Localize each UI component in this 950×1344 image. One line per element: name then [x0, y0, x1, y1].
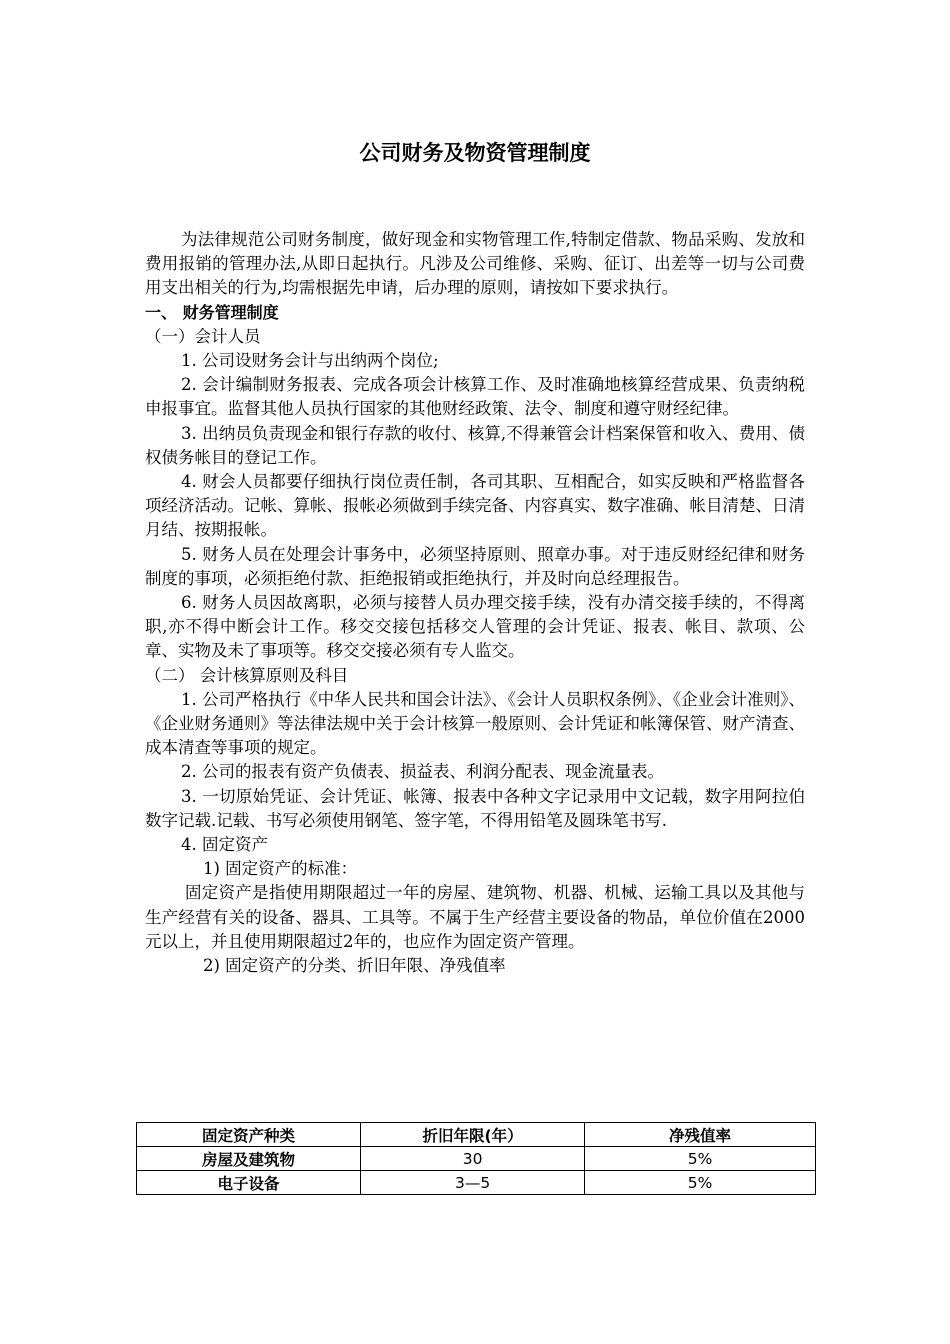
table-cell: 30 [361, 1147, 585, 1171]
list-item: 3. 出纳员负责现金和银行存款的收付、核算,不得兼管会计档案保管和收入、费用、债权债务帐目的登记工作。 [145, 423, 805, 467]
subsection-heading-accountants: （一）会计人员 [145, 326, 261, 346]
table-header-cell: 净残值率 [585, 1123, 816, 1147]
table-header-row [137, 1123, 816, 1147]
list-item: 3. 一切原始凭证、会计凭证、帐簿、报表中各种文字记录用中文记载，数字用阿拉伯数字记载.记载、书写必须使用钢笔、签字笔，不得用铅笔及圆珠笔书写. [145, 786, 805, 830]
list-item: 2. 公司的报表有资产负债表、损益表、利润分配表、现金流量表。 [181, 762, 664, 782]
fixed-assets-table [136, 1122, 816, 1195]
list-item: 4. 财会人员都要仔细执行岗位责任制，各司其职、互相配合，如实反映和严格监督各项经济活动。记帐、算帐、报帐必须做到手续完备、内容真实、数字准确、帐目清楚、日清月结、按期报帐。 [145, 472, 805, 540]
table-cell: 3—5 [361, 1171, 585, 1195]
list-item: 5. 财务人员在处理会计事务中，必须坚持原则、照章办事。对于违反财经纪律和财务制度的事项，必须拒绝付款、拒绝报销或拒绝执行，并及时向总经理报告。 [145, 544, 805, 588]
list-item: 6. 财务人员因故离职，必须与接替人员办理交接手续，没有办清交接手续的，不得离职,亦不得中断会计工作。移交交接包括移交人管理的会计凭证、报表、帐目、款项、公章、实物及未了事项等。移交交接必须有专人监交。 [145, 593, 805, 661]
list-item: 1. 公司设财务会计与出纳两个岗位; [181, 351, 439, 371]
document-title: 公司财务及物资管理制度 [359, 141, 591, 165]
list-item: 4. 固定资产 [181, 835, 268, 855]
subsection-heading-accounting-principles: （二） 会计核算原则及科目 [145, 665, 349, 685]
fixed-assets-standard-text: 固定资产是指使用期限超过一年的房屋、建筑物、机器、机械、运输工具以及其他与生产经营有关的设备、器具、工具等。不属于生产经营主要设备的物品，单位价值在2000元以上，并且使用期限超过2年的，也应作为固定资产管理。 [145, 883, 805, 951]
fixed-assets-class-heading: 2) 固定资产的分类、折旧年限、净残值率 [203, 956, 506, 976]
list-item: 2. 会计编制财务报表、完成各项会计核算工作、及时准确地核算经营成果、负责纳税申报事宜。监督其他人员执行国家的其他财经政策、法令、制度和遵守财经纪律。 [145, 375, 805, 419]
table-cell: 电子设备 [137, 1171, 361, 1195]
table-header-cell: 固定资产种类 [137, 1123, 361, 1147]
intro-paragraph: 为法律规范公司财务制度，做好现金和实物管理工作,特制定借款、物品采购、发放和费用报销的管理办法,从即日起执行。凡涉及公司维修、采购、征订、出差等一切与公司费用支出相关的行为,均需根据先申请，后办理的原则，请按如下要求执行。 [145, 230, 805, 298]
table-cell: 5% [585, 1147, 816, 1171]
list-item: 1. 公司严格执行《中华人民共和国会计法》、《会计人员职权条例》、《企业会计准则》、《企业财务通则》等法律法规中关于会计核算一般原则、会计凭证和帐簿保管、财产清查、成本清查等事项的规定。 [145, 689, 805, 758]
document-body [145, 228, 805, 978]
table-cell: 5% [585, 1171, 816, 1195]
section-heading-finance: 一、 财务管理制度 [145, 302, 279, 322]
table-row [137, 1171, 816, 1195]
fixed-assets-standard-heading: 1) 固定资产的标准： [203, 859, 358, 879]
table-row [137, 1147, 816, 1171]
table-header-cell: 折旧年限(年） [361, 1123, 585, 1147]
table-cell: 房屋及建筑物 [137, 1147, 361, 1171]
